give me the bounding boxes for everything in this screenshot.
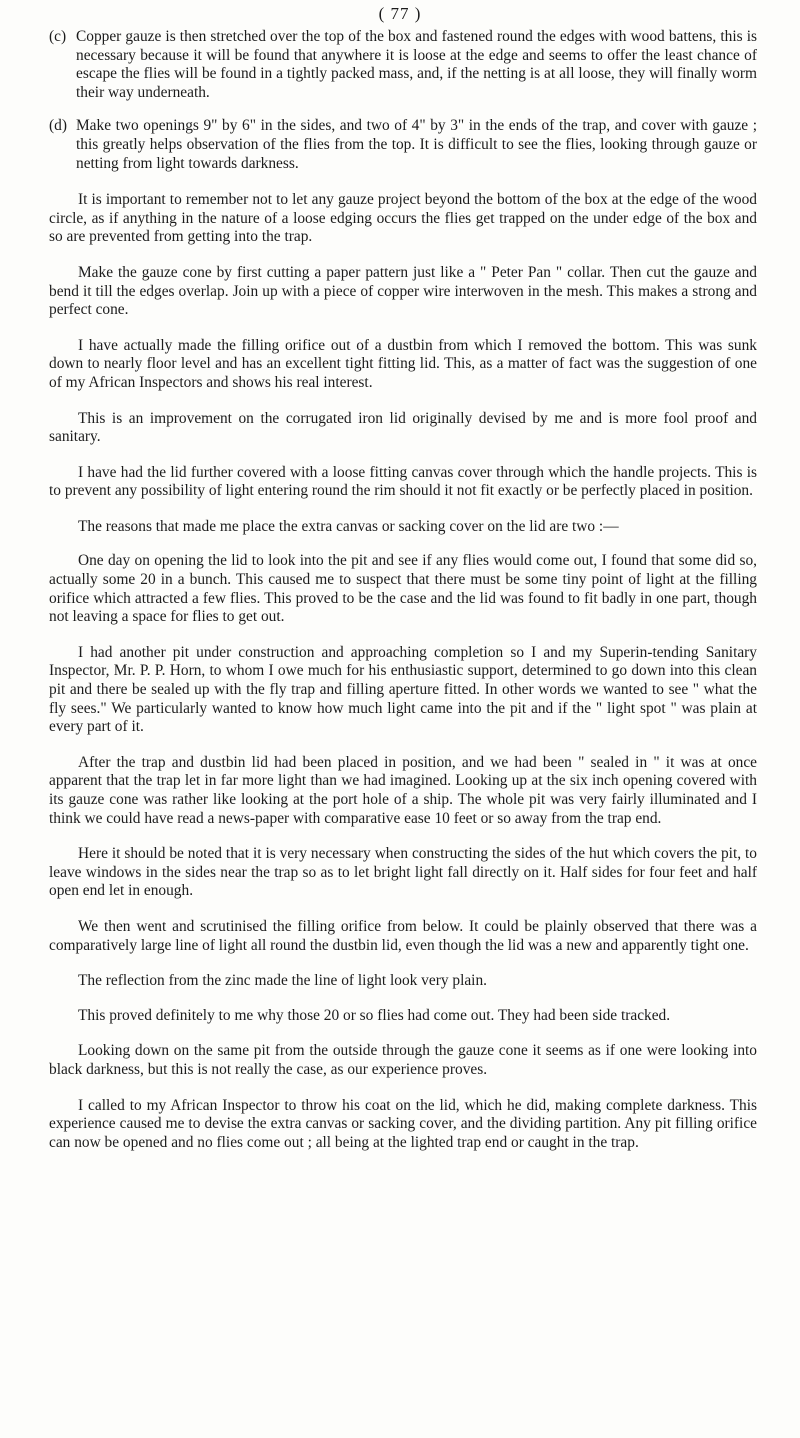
paragraph: I called to my African Inspector to throw his coat on the lid, which he did, making complete darkness. This experience caused me to devise the extra canvas or sacking cover, and the dividing partition. Any pit filling orifice can now be opened and no flies come out ; all being at the lighted trap end or caught in the trap. (49, 1096, 757, 1151)
paragraph: Here it should be noted that it is very necessary when constructing the sides of the hut which covers the pit, to leave windows in the sides near the trap so as to let bright light fall directly on it. Half sides for four feet and half open end let in enough. (49, 845, 757, 900)
list-item-text: Make two openings 9" by 6" in the sides, and two of 4" by 3" in the ends of the trap, and cover with gauze ; this greatly helps observation of the flies from the top. It is difficult to see the flies, looking through gauze or netting from light towards darkness. (76, 117, 757, 172)
paragraph: I had another pit under construction and approaching completion so I and my Superin-tending Sanitary Inspector, Mr. P. P. Horn, to whom I owe much for his enthusiastic support, determined to go down into this clean pit and there be sealed up with the fly trap and filling aperture fitted. In other words we wanted to see " what the fly sees." We particularly wanted to know how much light came into the pit and if the " light spot " was plain at every part of it. (49, 643, 757, 736)
paragraph: One day on opening the lid to look into the pit and see if any flies would come out, I found that some did so, actually some 20 in a bunch. This caused me to suspect that there must be some tiny point of light at the filling orifice which attracted a few flies. This proved to be the case and the lid was found to fit badly in one part, though not leaving a space for flies to get out. (49, 552, 757, 626)
paragraph: This is an improvement on the corrugated iron lid originally devised by me and is more fool proof and sanitary. (49, 409, 757, 446)
page-number: ( 77 ) (378, 4, 422, 23)
list-item-label: (d) (49, 117, 67, 135)
paragraph: After the trap and dustbin lid had been placed in position, and we had been " sealed in " it was at once apparent that the trap let in far more light than we had imagined. Looking up at the six inch opening covered with its gauze cone was rather like looking at the port hole of a ship. The whole pit was very fairly illuminated and I think we could have read a news-paper with comparative ease 10 feet or so away from the trap end. (49, 753, 757, 827)
list-item-c (49, 28, 757, 102)
paragraph: Make the gauze cone by first cutting a paper pattern just like a " Peter Pan " collar. Then cut the gauze and bend it till the edges overlap. Join up with a piece of copper wire interwoven in the mesh. This makes a strong and perfect cone. (49, 263, 757, 319)
paragraph: This proved definitely to me why those 20 or so flies had come out. They had been side tracked. (78, 1006, 671, 1024)
list-item-text: Copper gauze is then stretched over the top of the box and fastened round the edges with wood battens, this is necessary because it will be found that anywhere it is loose at the edge and seems to offer the least chance of escape the flies will be found in a tightly packed mass, and, if the netting is at all loose, they will finally worm their way underneath. (76, 28, 757, 101)
paragraph: It is important to remember not to let any gauze project beyond the bottom of the box at the edge of the wood circle, as if anything in the nature of a loose edging occurs the flies get trapped on the under edge of the box and so are prevented from getting into the trap. (49, 191, 757, 246)
list-item-label: (c) (49, 28, 67, 45)
paragraph: The reasons that made me place the extra canvas or sacking cover on the lid are two :— (78, 517, 619, 535)
paragraph: I have had the lid further covered with a loose fitting canvas cover through which the handle projects. This is to prevent any possibility of light entering round the rim should it not fit exactly or be perfectly placed in position. (49, 463, 757, 500)
paragraph: Looking down on the same pit from the outside through the gauze cone it seems as if one were looking into black darkness, but this is not really the case, as our experience proves. (49, 1042, 757, 1078)
paragraph: I have actually made the filling orifice out of a dustbin from which I removed the bottom. This was sunk down to nearly floor level and has an excellent tight fitting lid. This, as a matter of fact was the suggestion of one of my African Inspectors and shows his real interest. (49, 336, 757, 391)
page-body (49, 28, 757, 1169)
paragraph: We then went and scrutinised the filling orifice from below. It could be plainly observed that there was a comparatively large line of light all round the dustbin lid, even though the lid was a new and apparently tight one. (49, 917, 757, 954)
list-item-d (49, 117, 757, 173)
paragraph: The reflection from the zinc made the line of light look very plain. (78, 972, 487, 990)
